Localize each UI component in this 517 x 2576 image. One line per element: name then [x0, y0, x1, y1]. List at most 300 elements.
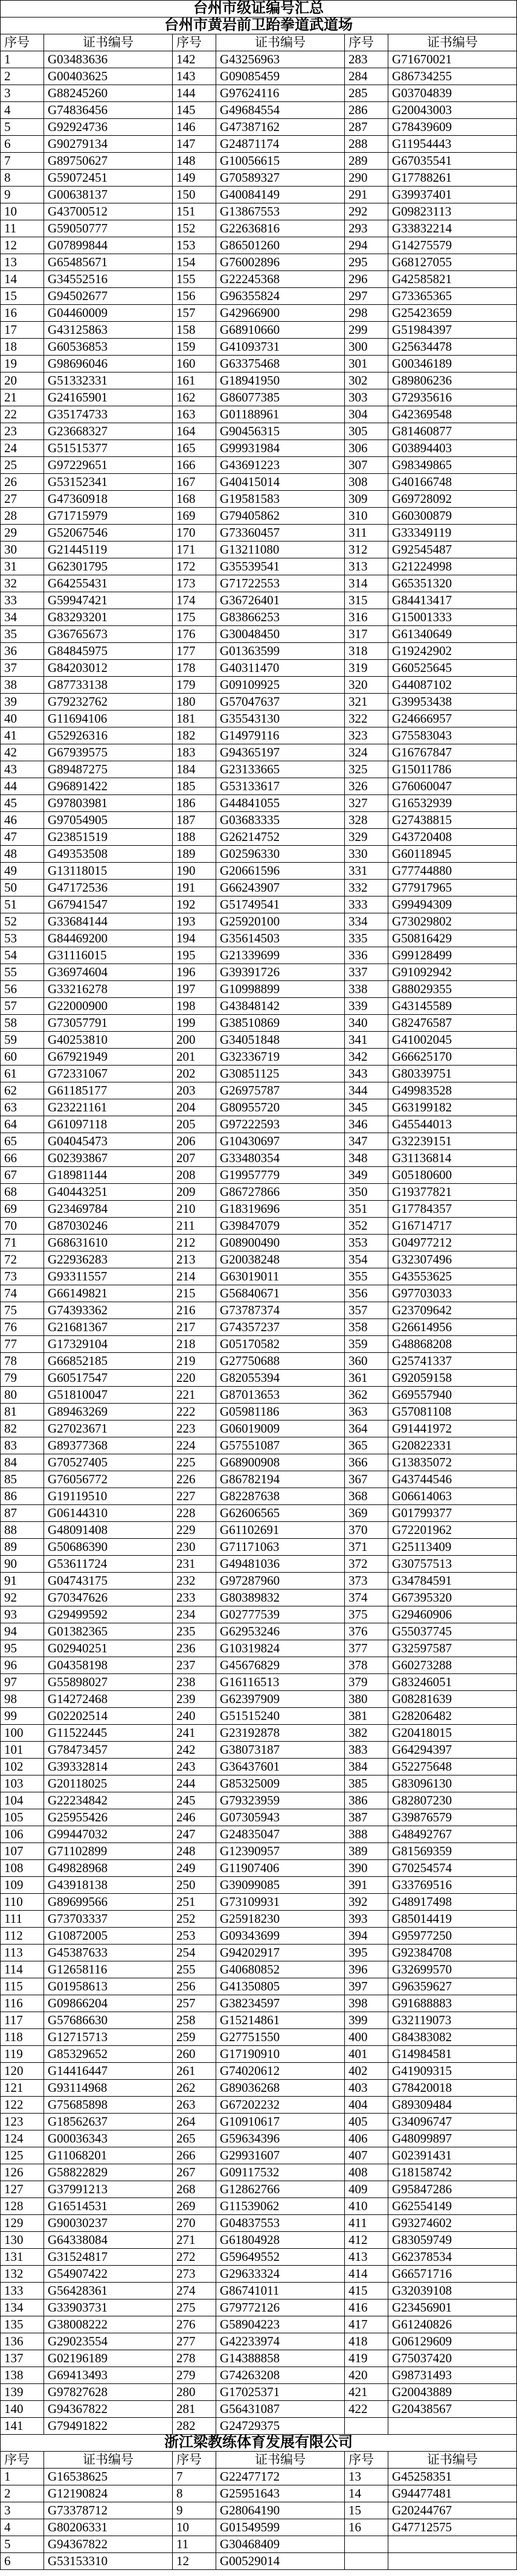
certificate-number-cell: G99447032	[44, 1826, 173, 1843]
table-row	[1, 1319, 517, 1336]
certificate-number-cell: G14984581	[388, 2046, 517, 2063]
serial-number-cell: 7	[173, 2469, 216, 2485]
serial-number-cell: 383	[345, 1742, 388, 1759]
serial-number-cell: 50	[1, 880, 44, 896]
serial-number-cell: 236	[173, 1640, 216, 1657]
table-row	[1, 2029, 517, 2046]
certificate-number-cell: G54907422	[44, 2266, 173, 2283]
serial-number-cell: 244	[173, 1775, 216, 1792]
serial-number-cell: 275	[173, 2300, 216, 2316]
certificate-number-cell: G30757513	[388, 1556, 517, 1573]
certificate-number-cell: G85014419	[388, 1911, 517, 1928]
certificate-number-cell: G32699570	[388, 1961, 517, 1978]
certificate-number-cell: G35539541	[216, 558, 345, 575]
certificate-number-cell: G83096130	[388, 1775, 517, 1792]
certificate-number-cell: G20038248	[216, 1251, 345, 1268]
serial-number-cell: 301	[345, 356, 388, 372]
serial-number-cell: 179	[173, 677, 216, 694]
serial-number-cell: 233	[173, 1590, 216, 1606]
serial-number-cell: 1	[1, 51, 44, 68]
certificate-number-cell: G57686630	[44, 2012, 173, 2029]
certificate-number-cell: G29460906	[388, 1606, 517, 1623]
serial-number-cell: 83	[1, 1437, 44, 1454]
certificate-number-cell: G49828968	[44, 1860, 173, 1877]
serial-number-cell: 75	[1, 1302, 44, 1319]
certificate-number-cell: G51810047	[44, 1387, 173, 1404]
serial-number-cell: 129	[1, 2215, 44, 2232]
table-row	[1, 68, 517, 85]
serial-number-cell: 7	[1, 153, 44, 170]
serial-number-cell: 195	[173, 947, 216, 964]
serial-number-cell: 65	[1, 1133, 44, 1150]
serial-number-cell: 98	[1, 1691, 44, 1708]
serial-number-cell: 162	[173, 389, 216, 406]
serial-number-cell: 23	[1, 423, 44, 440]
serial-number-cell: 354	[345, 1251, 388, 1268]
table-row	[1, 1201, 517, 1218]
table-row	[1, 1539, 517, 1556]
table-row	[1, 339, 517, 356]
certificate-number-cell	[388, 2553, 517, 2570]
serial-number-cell: 261	[173, 2063, 216, 2080]
certificate-number-cell: G89036268	[216, 2080, 345, 2097]
certificate-number-cell: G23221161	[44, 1099, 173, 1116]
table-row	[1, 1978, 517, 1995]
certificate-number-cell: G59649552	[216, 2249, 345, 2266]
certificate-number-cell: G89309484	[388, 2097, 517, 2114]
serial-number-cell: 3	[1, 85, 44, 102]
serial-number-cell: 289	[345, 153, 388, 170]
serial-number-cell: 52	[1, 913, 44, 930]
table-row	[1, 1742, 517, 1759]
serial-number-cell: 331	[345, 863, 388, 880]
certificate-number-cell: G06144310	[44, 1505, 173, 1522]
table-row	[1, 677, 517, 694]
section-title: 台州市黄岩前卫跆拳道武道场	[1, 18, 517, 34]
table-row	[1, 1302, 517, 1319]
table-row	[1, 1759, 517, 1775]
table-row	[1, 1150, 517, 1167]
serial-number-cell: 398	[345, 1995, 388, 2012]
serial-number-cell: 108	[1, 1860, 44, 1877]
table-row	[1, 423, 517, 440]
certificate-number-cell: G20822331	[388, 1437, 517, 1454]
certificate-number-cell: G33216278	[44, 981, 173, 998]
certificate-number-cell: G70254574	[388, 1860, 517, 1877]
serial-number-cell: 11	[1, 220, 44, 237]
serial-number-cell: 294	[345, 237, 388, 254]
table-row	[1, 2130, 517, 2147]
certificate-number-cell: G90279134	[44, 136, 173, 153]
serial-number-cell: 393	[345, 1911, 388, 1928]
certificate-number-cell: G38008222	[44, 2316, 173, 2333]
serial-number-cell: 309	[345, 491, 388, 508]
certificate-number-cell: G11954443	[388, 136, 517, 153]
certificate-number-cell: G12715713	[44, 2029, 173, 2046]
certificate-number-cell: G48099897	[388, 2130, 517, 2147]
certificate-number-cell: G67921949	[44, 1049, 173, 1066]
serial-number-cell: 68	[1, 1184, 44, 1201]
table-row	[1, 2536, 517, 2553]
serial-number-cell: 92	[1, 1590, 44, 1606]
certificate-number-cell: G24729375	[216, 2418, 345, 2435]
certificate-number-cell: G09085459	[216, 68, 345, 85]
serial-number-cell: 305	[345, 423, 388, 440]
serial-number-cell: 134	[1, 2300, 44, 2316]
certificate-number-cell: G94477481	[388, 2485, 517, 2502]
serial-number-cell: 238	[173, 1674, 216, 1691]
certificate-number-cell: G42585821	[388, 271, 517, 288]
certificate-number-cell: G94502677	[44, 288, 173, 305]
table-row	[1, 2097, 517, 2114]
certificate-number-cell: G82055394	[216, 1370, 345, 1387]
certificate-number-cell: G99494309	[388, 896, 517, 913]
table-row	[1, 2046, 517, 2063]
serial-number-cell: 157	[173, 305, 216, 322]
certificate-number-cell: G78420018	[388, 2080, 517, 2097]
serial-number-cell: 74	[1, 1285, 44, 1302]
serial-number-cell: 230	[173, 1539, 216, 1556]
certificate-number-cell: G19242902	[388, 643, 517, 660]
serial-number-cell: 231	[173, 1556, 216, 1573]
certificate-number-cell: G97054905	[44, 812, 173, 829]
certificate-number-cell: G80339751	[388, 1066, 517, 1082]
serial-number-cell: 193	[173, 913, 216, 930]
serial-number-cell: 379	[345, 1674, 388, 1691]
certificate-number-cell: G23456901	[388, 2300, 517, 2316]
certificate-number-cell: G60517547	[44, 1370, 173, 1387]
certificate-number-cell: G71670021	[388, 51, 517, 68]
table-row	[1, 1421, 517, 1437]
serial-number-cell: 388	[345, 1826, 388, 1843]
certificate-number-cell: G52067546	[44, 525, 173, 542]
serial-number-cell: 250	[173, 1877, 216, 1894]
serial-number-cell: 318	[345, 643, 388, 660]
serial-number-cell: 422	[345, 2401, 388, 2418]
serial-number-cell: 359	[345, 1336, 388, 1353]
certificate-number-cell: G86734255	[388, 68, 517, 85]
serial-number-cell: 386	[345, 1792, 388, 1809]
serial-number-cell: 266	[173, 2147, 216, 2164]
serial-number-cell: 27	[1, 491, 44, 508]
serial-number-cell: 42	[1, 744, 44, 761]
certificate-number-cell: G40311470	[216, 660, 345, 677]
serial-number-cell: 296	[345, 271, 388, 288]
serial-number-cell: 143	[173, 68, 216, 85]
certificate-number-cell: G24165901	[44, 389, 173, 406]
certificate-number-cell: G73360457	[216, 525, 345, 542]
serial-number-cell: 273	[173, 2266, 216, 2283]
serial-number-cell: 89	[1, 1539, 44, 1556]
serial-number-cell: 176	[173, 626, 216, 643]
serial-number-cell: 344	[345, 1082, 388, 1099]
certificate-number-cell: G90456315	[216, 423, 345, 440]
serial-number-cell: 165	[173, 440, 216, 457]
serial-number-cell: 323	[345, 727, 388, 744]
serial-number-cell: 257	[173, 1995, 216, 2012]
table-row	[1, 1015, 517, 1032]
serial-number-cell: 6	[1, 2553, 44, 2570]
serial-number-cell: 48	[1, 846, 44, 863]
certificate-number-cell: G78439609	[388, 119, 517, 136]
serial-number-cell: 46	[1, 812, 44, 829]
serial-number-cell: 190	[173, 863, 216, 880]
serial-number-cell: 329	[345, 829, 388, 846]
table-row	[1, 51, 517, 68]
column-header-certificate: 证书编号	[388, 34, 517, 51]
serial-number-cell: 299	[345, 322, 388, 339]
serial-number-cell: 197	[173, 981, 216, 998]
certificate-number-cell: G22636816	[216, 220, 345, 237]
certificate-number-cell: G16532939	[388, 795, 517, 812]
certificate-number-cell: G73378712	[44, 2502, 173, 2519]
certificate-number-cell: G40084149	[216, 187, 345, 203]
certificate-number-cell: G22000900	[44, 998, 173, 1015]
serial-number-cell: 61	[1, 1066, 44, 1082]
certificate-number-cell: G61097118	[44, 1116, 173, 1133]
table-row	[1, 1556, 517, 1573]
serial-number-cell: 210	[173, 1201, 216, 1218]
table-row	[1, 1049, 517, 1066]
certificate-number-cell: G27438815	[388, 812, 517, 829]
table-row	[1, 795, 517, 812]
table-row	[1, 2215, 517, 2232]
serial-number-cell: 149	[173, 170, 216, 187]
serial-number-cell: 171	[173, 542, 216, 558]
serial-number-cell: 325	[345, 761, 388, 778]
serial-number-cell: 369	[345, 1505, 388, 1522]
serial-number-cell: 153	[173, 237, 216, 254]
certificate-number-cell: G34096747	[388, 2114, 517, 2130]
table-row	[1, 744, 517, 761]
serial-number-cell: 6	[1, 136, 44, 153]
certificate-number-cell: G52275648	[388, 1759, 517, 1775]
table-row	[1, 660, 517, 677]
certificate-number-cell: G66243907	[216, 880, 345, 896]
certificate-number-cell: G73365365	[388, 288, 517, 305]
serial-number-cell: 387	[345, 1809, 388, 1826]
certificate-number-cell: G05180600	[388, 1167, 517, 1184]
serial-number-cell: 341	[345, 1032, 388, 1049]
certificate-number-cell: G24666957	[388, 711, 517, 727]
serial-number-cell: 21	[1, 389, 44, 406]
serial-number-cell: 320	[345, 677, 388, 694]
table-row	[1, 1725, 517, 1742]
serial-number-cell: 161	[173, 372, 216, 389]
table-row	[1, 1860, 517, 1877]
serial-number-cell: 72	[1, 1251, 44, 1268]
serial-number-cell: 395	[345, 1945, 388, 1961]
serial-number-cell: 54	[1, 947, 44, 964]
serial-number-cell: 81	[1, 1404, 44, 1421]
certificate-number-cell: G64338084	[44, 2232, 173, 2249]
table-row	[1, 220, 517, 237]
certificate-number-cell: G86501260	[216, 237, 345, 254]
certificate-number-cell: G87733138	[44, 677, 173, 694]
serial-number-cell: 5	[1, 2536, 44, 2553]
table-row	[1, 592, 517, 609]
serial-number-cell: 152	[173, 220, 216, 237]
serial-number-cell: 373	[345, 1573, 388, 1590]
serial-number-cell: 223	[173, 1421, 216, 1437]
certificate-number-cell: G60118945	[388, 846, 517, 863]
table-row	[1, 1404, 517, 1421]
certificate-number-cell: G29633324	[216, 2266, 345, 2283]
table-row	[1, 1099, 517, 1116]
serial-number-cell: 31	[1, 558, 44, 575]
certificate-number-cell: G98696046	[44, 356, 173, 372]
column-header-certificate: 证书编号	[216, 34, 345, 51]
serial-number-cell: 11	[173, 2536, 216, 2553]
serial-number-cell: 262	[173, 2080, 216, 2097]
table-row	[1, 119, 517, 136]
table-row	[1, 846, 517, 863]
certificate-number-cell: G01799377	[388, 1505, 517, 1522]
serial-number-cell: 187	[173, 812, 216, 829]
certificate-number-cell: G43145589	[388, 998, 517, 1015]
table-row	[1, 1877, 517, 1894]
serial-number-cell: 363	[345, 1404, 388, 1421]
certificate-number-cell: G58904223	[216, 2316, 345, 2333]
serial-number-cell: 412	[345, 2232, 388, 2249]
certificate-number-cell: G48917498	[388, 1894, 517, 1911]
certificate-number-cell: G94202917	[216, 1945, 345, 1961]
certificate-number-cell: G23851519	[44, 829, 173, 846]
table-row	[1, 2063, 517, 2080]
serial-number-cell: 280	[173, 2384, 216, 2401]
serial-number-cell: 346	[345, 1116, 388, 1133]
certificate-number-cell: G96355824	[216, 288, 345, 305]
table-row	[1, 203, 517, 220]
serial-number-cell: 385	[345, 1775, 388, 1792]
certificate-number-cell: G25634478	[388, 339, 517, 356]
certificate-number-cell: G86741011	[216, 2283, 345, 2300]
certificate-number-cell: G67395320	[388, 1590, 517, 1606]
table-row	[1, 1623, 517, 1640]
certificate-number-cell: G84845975	[44, 643, 173, 660]
serial-number-cell: 228	[173, 1505, 216, 1522]
serial-number-cell: 163	[173, 406, 216, 423]
serial-number-cell: 41	[1, 727, 44, 744]
certificate-number-cell: G93311557	[44, 1268, 173, 1285]
certificate-number-cell: G32039108	[388, 2283, 517, 2300]
certificate-number-cell: G20244767	[388, 2502, 517, 2519]
table-row	[1, 1775, 517, 1792]
serial-number-cell: 118	[1, 2029, 44, 2046]
certificate-number-cell: G79232762	[44, 694, 173, 711]
certificate-number-cell: G70527405	[44, 1454, 173, 1471]
certificate-number-cell: G01188961	[216, 406, 345, 423]
serial-number-cell: 242	[173, 1742, 216, 1759]
serial-number-cell: 326	[345, 778, 388, 795]
certificate-number-cell: G97803981	[44, 795, 173, 812]
certificate-number-cell: G16538625	[44, 2469, 173, 2485]
table-row	[1, 727, 517, 744]
certificate-number-cell: G10056615	[216, 153, 345, 170]
serial-number-cell: 328	[345, 812, 388, 829]
certificate-number-cell: G26214752	[216, 829, 345, 846]
serial-number-cell: 360	[345, 1353, 388, 1370]
certificate-number-cell: G75685898	[44, 2097, 173, 2114]
serial-number-cell: 170	[173, 525, 216, 542]
serial-number-cell: 17	[1, 322, 44, 339]
certificate-number-cell: G79772126	[216, 2300, 345, 2316]
certificate-number-cell: G51984397	[388, 322, 517, 339]
serial-number-cell: 10	[1, 203, 44, 220]
table-row	[1, 2164, 517, 2181]
certificate-number-cell: G99128499	[388, 947, 517, 964]
certificate-number-cell: G15001333	[388, 609, 517, 626]
serial-number-cell: 64	[1, 1116, 44, 1133]
serial-number-cell: 151	[173, 203, 216, 220]
serial-number-cell: 413	[345, 2249, 388, 2266]
table-row	[1, 1792, 517, 1809]
serial-number-cell: 324	[345, 744, 388, 761]
table-row	[1, 2198, 517, 2215]
certificate-number-cell: G91092942	[388, 964, 517, 981]
serial-number-cell: 265	[173, 2130, 216, 2147]
certificate-number-cell: G16714717	[388, 1218, 517, 1235]
certificate-number-cell: G33349119	[388, 525, 517, 542]
certificate-number-cell: G68631610	[44, 1235, 173, 1251]
table-row	[1, 1235, 517, 1251]
serial-number-cell: 321	[345, 694, 388, 711]
certificate-number-cell: G18562637	[44, 2114, 173, 2130]
serial-number-cell: 204	[173, 1099, 216, 1116]
certificate-number-cell: G11539062	[216, 2198, 345, 2215]
certificate-number-cell: G18981144	[44, 1167, 173, 1184]
certificate-number-cell: G49481036	[216, 1556, 345, 1573]
certificate-number-cell: G33769516	[388, 1877, 517, 1894]
serial-number-cell: 349	[345, 1167, 388, 1184]
certificate-number-cell: G72935616	[388, 389, 517, 406]
certificate-number-cell: G70589327	[216, 170, 345, 187]
serial-number-cell: 175	[173, 609, 216, 626]
certificate-number-cell: G61185177	[44, 1082, 173, 1099]
serial-number-cell: 34	[1, 609, 44, 626]
serial-number-cell: 288	[345, 136, 388, 153]
serial-number-cell: 26	[1, 474, 44, 491]
serial-number-cell: 211	[173, 1218, 216, 1235]
page-title: 台州市级证编号汇总	[1, 1, 517, 18]
certificate-number-cell: G91688883	[388, 1995, 517, 2012]
serial-number-cell: 103	[1, 1775, 44, 1792]
serial-number-cell: 391	[345, 1877, 388, 1894]
table-row	[1, 2502, 517, 2519]
certificate-number-cell: G56840671	[216, 1285, 345, 1302]
serial-number-cell: 116	[1, 1995, 44, 2012]
table-row	[1, 2114, 517, 2130]
certificate-number-cell: G67035541	[388, 153, 517, 170]
serial-number-cell: 78	[1, 1353, 44, 1370]
certificate-number-cell: G84413417	[388, 592, 517, 609]
table-row	[1, 1708, 517, 1725]
certificate-number-cell: G16116513	[216, 1674, 345, 1691]
certificate-number-cell: G96359627	[388, 1978, 517, 1995]
serial-number-cell: 304	[345, 406, 388, 423]
certificate-number-cell: G43744546	[388, 1471, 517, 1488]
certificate-number-cell: G73109931	[216, 1894, 345, 1911]
serial-number-cell: 420	[345, 2367, 388, 2384]
serial-number-cell: 381	[345, 1708, 388, 1725]
serial-number-cell: 123	[1, 2114, 44, 2130]
table-row	[1, 2384, 517, 2401]
certificate-number-cell: G69728092	[388, 491, 517, 508]
serial-number-cell: 399	[345, 2012, 388, 2029]
certificate-number-cell: G89487275	[44, 761, 173, 778]
certificate-number-cell: G85329652	[44, 2046, 173, 2063]
serial-number-cell: 278	[173, 2350, 216, 2367]
